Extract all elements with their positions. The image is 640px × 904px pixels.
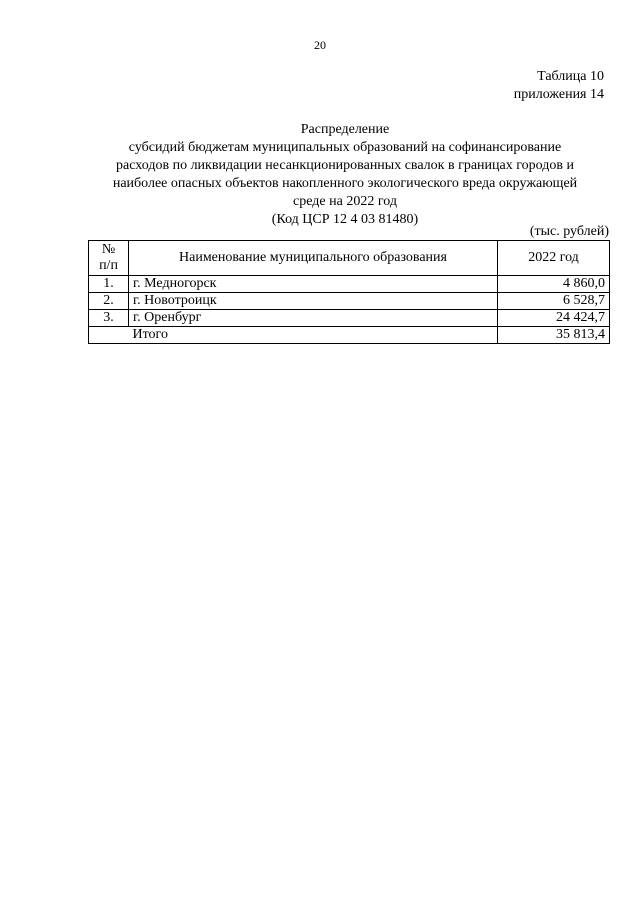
municipality-name: г. Медногорск: [129, 276, 498, 293]
subsidy-table: [88, 240, 610, 344]
subsidy-amount: 4 860,0: [498, 276, 610, 293]
row-number: 3.: [89, 310, 129, 327]
header-number-sign: №: [101, 242, 116, 257]
title-line: Распределение: [300, 122, 390, 137]
title-line: среде на 2022 год: [293, 194, 397, 209]
table-row: [89, 276, 610, 293]
budget-code: (Код ЦСР 12 4 03 81480): [271, 212, 419, 227]
header-municipality: Наименование муниципального образования: [129, 241, 498, 276]
total-label: Итого: [129, 327, 498, 344]
total-amount: 35 813,4: [498, 327, 610, 344]
title-line: субсидий бюджетам муниципальных образований на софинансирование: [128, 140, 562, 155]
table-row: [89, 310, 610, 327]
row-number: 2.: [89, 293, 129, 310]
units-label: (тыс. рублей): [529, 224, 609, 239]
municipality-name: г. Оренбург: [129, 310, 498, 327]
appendix-number: приложения 14: [513, 87, 604, 102]
page-number: 20: [314, 38, 326, 52]
total-empty-cell: [89, 327, 129, 344]
table-row: [89, 293, 610, 310]
table-reference: [514, 68, 604, 104]
municipality-name: г. Новотроицк: [129, 293, 498, 310]
header-year: 2022 год: [498, 241, 610, 276]
subsidy-amount: 24 424,7: [498, 310, 610, 327]
title-line: наиболее опасных объектов накопленного экологического вреда окружающей: [112, 176, 578, 191]
header-number-pp: п/п: [99, 258, 118, 273]
total-row: [89, 327, 610, 344]
table-number: Таблица 10: [537, 69, 604, 84]
row-number: 1.: [89, 276, 129, 293]
document-title: [70, 121, 620, 229]
table-header-row: [89, 241, 610, 276]
subsidy-amount: 6 528,7: [498, 293, 610, 310]
title-line: расходов по ликвидации несанкционированных свалок в границах городов и: [116, 158, 574, 173]
header-number: [89, 241, 129, 276]
